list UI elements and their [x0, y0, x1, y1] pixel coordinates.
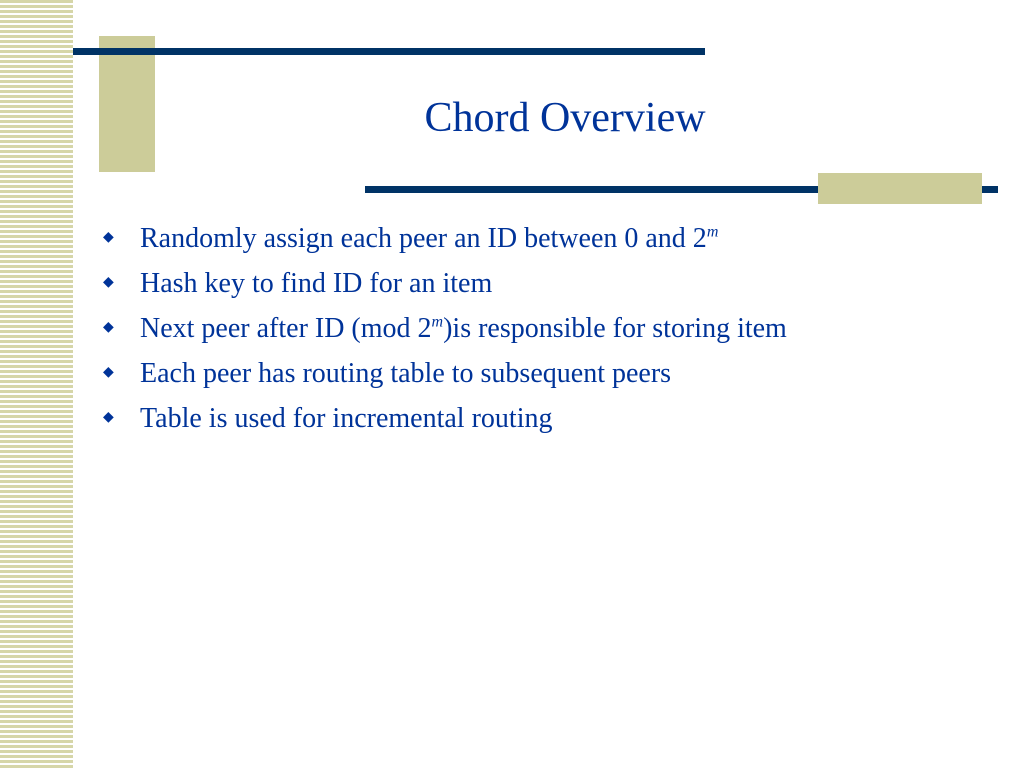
bullet-text: Next peer after ID (mod 2$^m$)is responsible for storing item	[140, 313, 787, 344]
bullet-list	[100, 216, 1000, 441]
bullet-item	[100, 351, 1000, 396]
decorative-olive-block-top	[99, 36, 155, 172]
bullet-item	[100, 261, 1000, 306]
bullet-text: Hash key to find ID for an item	[140, 268, 493, 299]
diamond-bullet-icon: ◆	[103, 275, 114, 290]
slide-title: Chord Overview	[424, 95, 706, 141]
decorative-olive-block-bottom	[818, 173, 982, 204]
decorative-stripe-band	[0, 0, 73, 768]
diamond-bullet-icon: ◆	[103, 320, 114, 335]
diamond-bullet-icon: ◆	[103, 410, 114, 425]
diamond-bullet-icon: ◆	[103, 365, 114, 380]
title-top-rule	[73, 48, 705, 55]
bullet-text: Each peer has routing table to subsequent peers	[140, 358, 672, 389]
bullet-item	[100, 396, 1000, 441]
diamond-bullet-icon: ◆	[103, 230, 114, 245]
bullet-item	[100, 306, 1000, 351]
bullet-text: Table is used for incremental routing	[140, 403, 553, 434]
bullet-text: Randomly assign each peer an ID between 0 and 2$^m$	[140, 223, 719, 254]
bullet-item	[100, 216, 1000, 261]
